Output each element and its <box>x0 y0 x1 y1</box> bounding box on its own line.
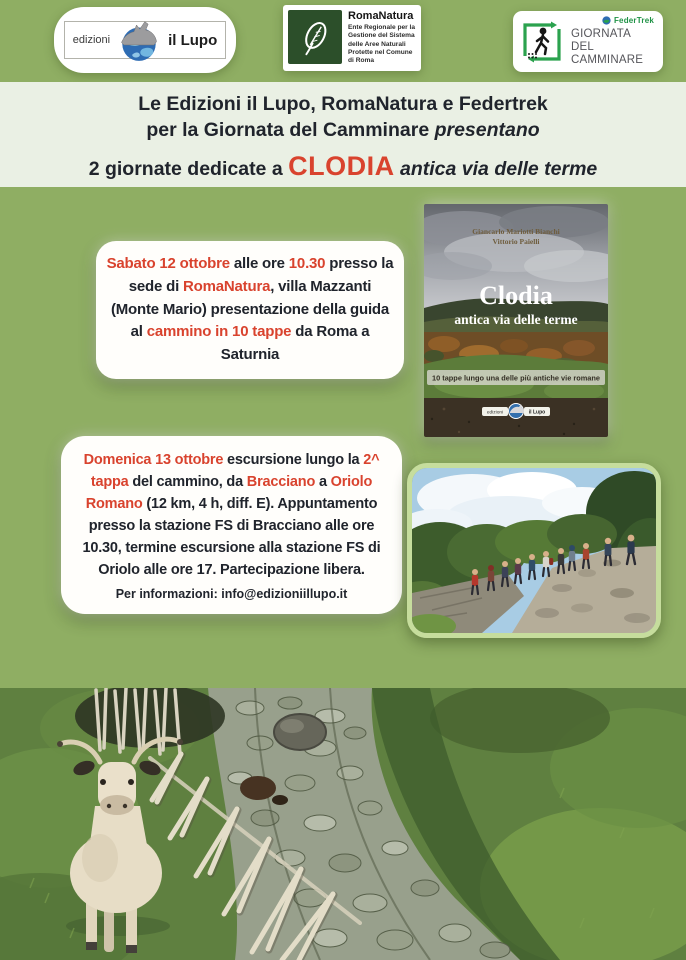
romanatura-text <box>348 10 418 65</box>
giornata-del-camminare-logo <box>513 11 663 72</box>
dark-stump <box>240 776 276 800</box>
wolf-globe-icon <box>114 16 164 64</box>
cover-author-line2: Vittorio Paielli <box>492 237 540 246</box>
cover-banner: 10 tappe lungo una delle più antiche vie romane <box>432 373 600 383</box>
leaf-icon <box>288 10 342 64</box>
via-clodia-photo <box>0 688 686 960</box>
event-card-saturday <box>96 241 404 379</box>
camminare-title-line1: GIORNATA DEL <box>571 28 631 54</box>
edizioni-label: edizioni <box>72 34 111 46</box>
edizioni-il-lupo-logo-inner <box>64 21 226 59</box>
book-cover-image <box>424 204 608 437</box>
camminare-text <box>571 16 656 67</box>
federtrek-row <box>602 16 654 25</box>
event-sunday-text: Domenica 13 ottobre escursione lungo la 2^ tappa del cammino, da Bracciano a Oriolo Romano (12 km, 4 h, diff. E). Appuntamento presso la stazione FS di Bracciano alle ore 10.30, termine escursione alla stazione FS di Oriolo alle ore 17. Partecipazione libera. <box>82 452 381 579</box>
romanatura-logo <box>283 5 421 71</box>
intro-line2: per la Giornata del Camminare presentano <box>146 119 540 142</box>
event-saturday-text: Sabato 12 ottobre alle ore 10.30 presso la sede di RomaNatura, villa Mazzanti (Monte Mario) presentazione della guida al cammino in 10 tappe da Roma a Saturnia <box>106 255 394 364</box>
event-info-line: Per informazioni: info@edizioniillupo.it <box>115 587 348 602</box>
cover-publisher-prefix: edizioni <box>486 410 504 416</box>
edizioni-il-lupo-logo <box>54 7 236 73</box>
cover-subtitle: antica via delle terme <box>454 312 578 327</box>
romanatura-name: RomaNatura <box>348 10 414 22</box>
cover-author-line1: Giancarlo Mariotti Bianchi <box>472 227 560 236</box>
il-lupo-label: il Lupo <box>168 31 218 49</box>
camminare-title-line2: CAMMINARE <box>571 53 644 66</box>
federtrek-label: FederTrek <box>613 16 654 26</box>
event-card-sunday <box>61 436 402 614</box>
federtrek-globe-icon <box>602 16 611 25</box>
intro-line1: Le Edizioni il Lupo, RomaNatura e Federtrek <box>138 93 548 115</box>
intro-band <box>0 82 686 187</box>
boulder <box>274 714 326 750</box>
romanatura-desc: Ente Regionale per la Gestione del Sistema delle Aree Naturali Protette nel Comune di Roma <box>348 24 416 65</box>
cover-title: Clodia <box>479 281 553 310</box>
hikers-photo <box>407 463 661 638</box>
intro-line3: 2 giornate dedicate a CLODIA antica via delle terme <box>88 150 598 181</box>
walking-person-icon <box>520 20 564 64</box>
cover-publisher-name: il Lupo <box>528 409 546 416</box>
